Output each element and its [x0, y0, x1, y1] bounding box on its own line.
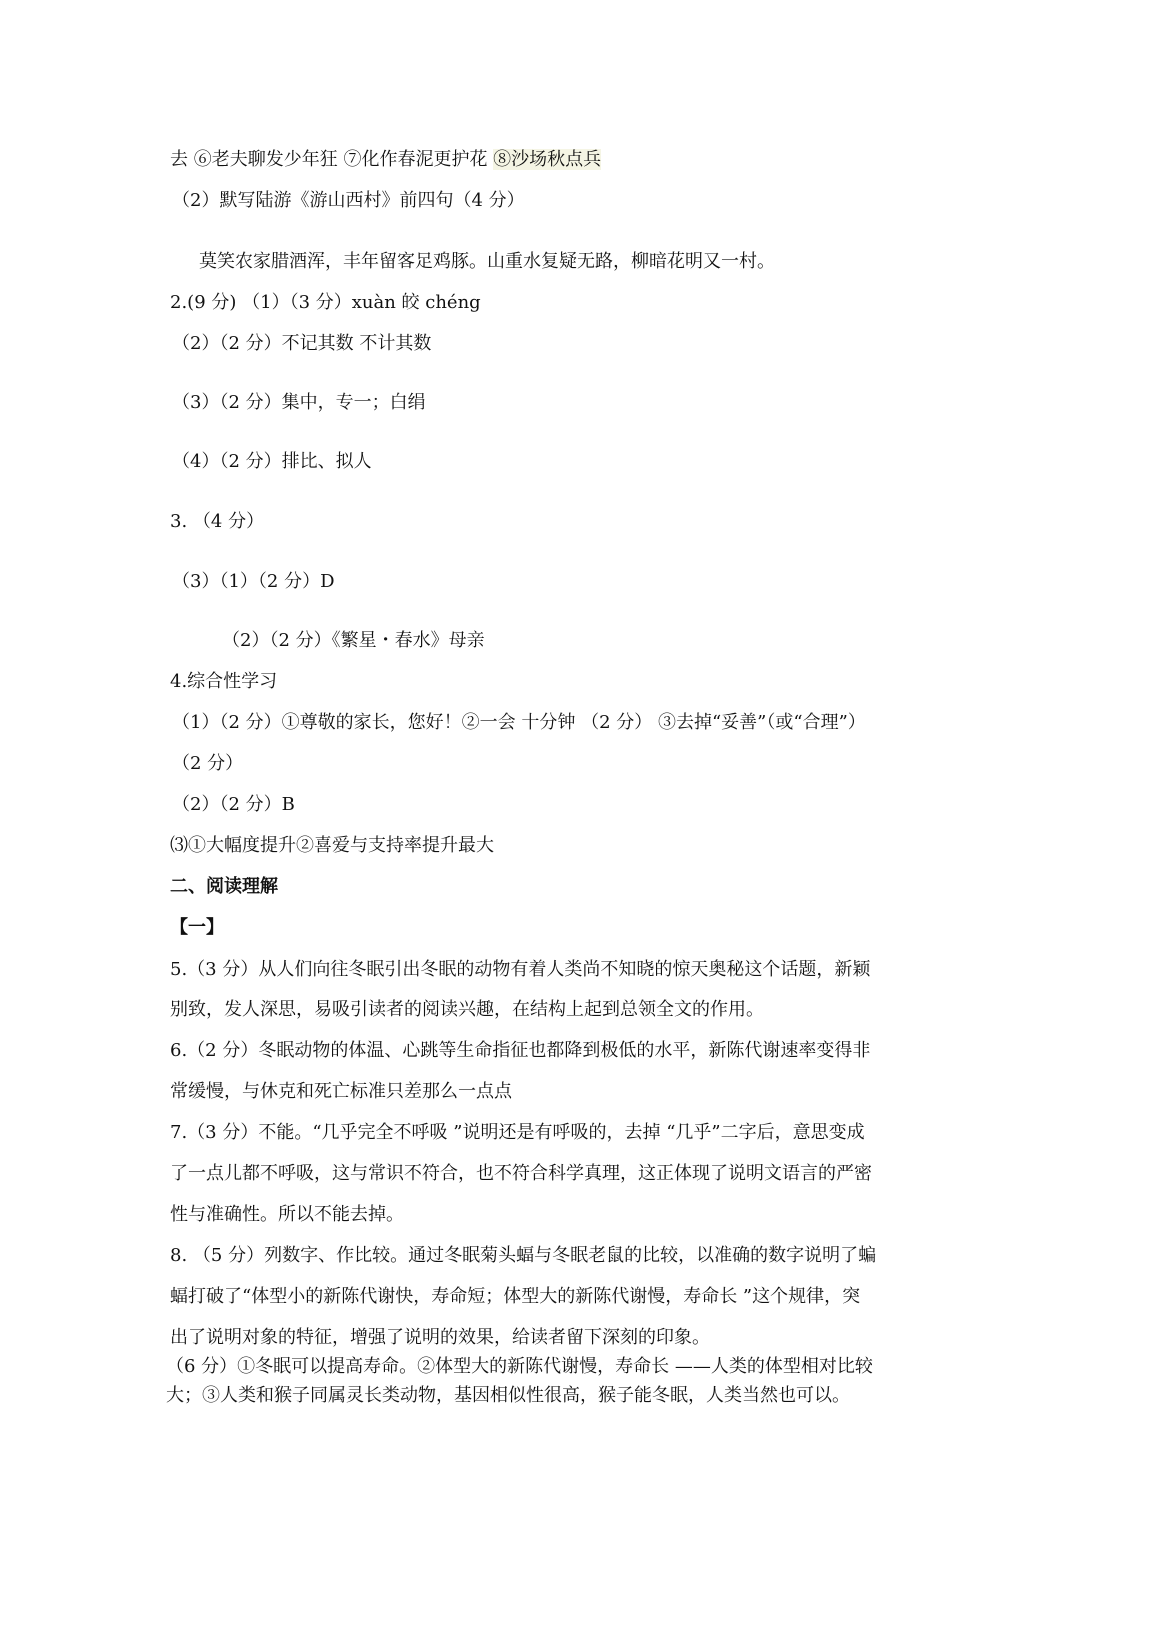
answer-line: 6.（2 分）冬眠动物的体温、心跳等生命指征也都降到极低的水平，新陈代谢速率变得非 [170, 1040, 871, 1061]
answer-line: （2）（2 分）《繁星・春水》母亲 [222, 630, 485, 651]
answer-line: 7.（3 分）不能。“几乎完全不呼吸 ”说明还是有呼吸的，去掉 “几乎”二字后，意思变成 [170, 1122, 865, 1143]
answer-line: 大；③人类和猴子同属灵长类动物，基因相似性很高，猴子能冬眠，人类当然也可以。 [166, 1385, 850, 1406]
answer-line: （2）默写陆游《游山西村》前四句（4 分） [172, 190, 525, 211]
answer-line: 常缓慢，与休克和死亡标准只差那么一点点 [170, 1081, 512, 1102]
poetry-fill-highlight: ⑧沙场秋点兵 [493, 149, 602, 170]
answer-line: 了一点儿都不呼吸，这与常识不符合，也不符合科学真理，这正体现了说明文语言的严密 [170, 1163, 872, 1184]
answer-line: 2.(9 分) （1）（3 分）xuàn 皎 chéng [170, 292, 481, 313]
answer-line: 性与准确性。所以不能去掉。 [170, 1204, 404, 1225]
subsection-heading: 【一】 [170, 917, 224, 938]
answer-line: （4）（2 分）排比、拟人 [172, 451, 372, 472]
answer-line: ⑶①大幅度提升②喜爱与支持率提升最大 [170, 835, 494, 856]
answer-line: （2 分） [172, 753, 244, 774]
answer-line: 出了说明对象的特征，增强了说明的效果，给读者留下深刻的印象。 [170, 1327, 710, 1348]
answer-line-poetry-fill [170, 148, 601, 172]
answer-line: （6 分）①冬眠可以提高寿命。②体型大的新陈代谢慢，寿命长 ——人类的体型相对比较 [166, 1356, 873, 1377]
answer-line: （3）（1）（2 分）D [172, 571, 335, 592]
answer-line: 莫笑农家腊酒浑，丰年留客足鸡豚。山重水复疑无路，柳暗花明又一村。 [199, 251, 775, 272]
answer-line: 5.（3 分）从人们向往冬眠引出冬眠的动物有着人类尚不知晓的惊天奥秘这个话题，新颖 [170, 959, 871, 980]
answer-line: 蝠打破了“体型小的新陈代谢快，寿命短；体型大的新陈代谢慢，寿命长 ”这个规律，突 [170, 1286, 861, 1307]
answer-line: 8. （5 分）列数字、作比较。通过冬眠菊头蝠与冬眠老鼠的比较，以准确的数字说明了蝙 [170, 1245, 877, 1266]
poetry-fill-text: 去 ⑥老夫聊发少年狂 ⑦化作春泥更护花 [170, 149, 494, 170]
answer-line: （2）（2 分）B [172, 794, 295, 815]
answer-line: （2）（2 分）不记其数 不计其数 [172, 333, 432, 354]
answer-line: 别致，发人深思，易吸引读者的阅读兴趣，在结构上起到总领全文的作用。 [170, 999, 764, 1020]
section-heading: 二、阅读理解 [170, 876, 278, 897]
answer-line: 4.综合性学习 [170, 671, 278, 692]
answer-line: （1）（2 分）①尊敬的家长，您好！②一会 十分钟 （2 分） ③去掉“妥善”（或“合理”） [172, 712, 866, 733]
answer-line: 3. （4 分） [170, 511, 265, 532]
answer-line: （3）（2 分）集中，专一；白绢 [172, 392, 426, 413]
